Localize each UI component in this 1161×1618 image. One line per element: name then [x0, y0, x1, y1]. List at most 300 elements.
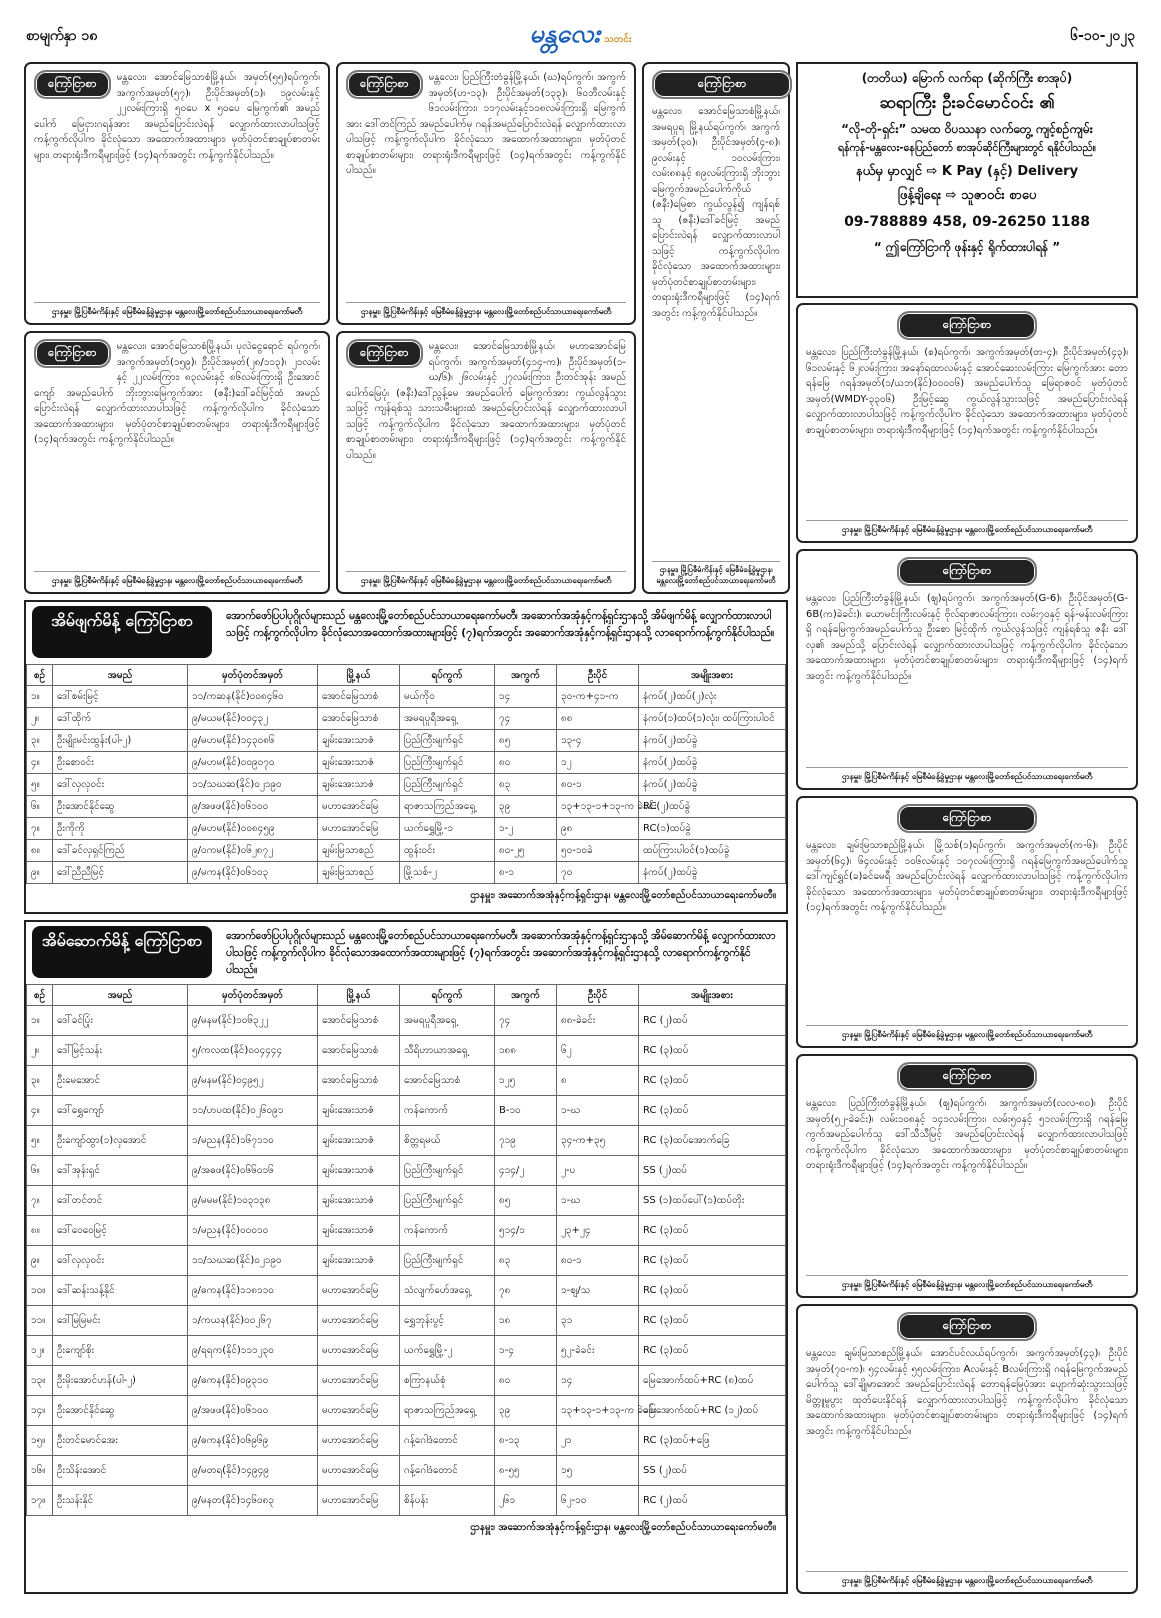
newspaper-logo: မန္တလေး သတင်း [529, 19, 632, 48]
table-cell: ၁၁/သဃဆ(နိုင်)၀၂၁၉၀ [188, 1246, 318, 1276]
table-cell: မဟာအောင်မြေ [318, 1276, 400, 1306]
table-cell: နံကပ်(၂)ထပ်ခွဲ [639, 774, 786, 796]
table-cell: ဒေါ်ဆန်းသန့်နိုင် [53, 1276, 188, 1306]
table-cell: ဦးမျိုးမင်းထွန်း(ပါ-၂) [53, 730, 188, 752]
table-cell: ၁၅။ [27, 1426, 53, 1456]
table-cell: RC (၃)ထပ် [639, 1306, 786, 1336]
table-cell: ပြည်ကြီးမျက်ရှင် [400, 730, 495, 752]
ad-line-book: “လို-တို-ရှင်း” သမထ ဝိပဿနာ လက်တွေ့ ကျင့်စဉ်ကျမ်း [841, 122, 1093, 137]
table-row [27, 1186, 786, 1216]
ad-line-author: ဆရာကြီး ဦးခင်မောင်ဝင်း ၏ [879, 93, 1055, 114]
table-row [27, 1246, 786, 1276]
table-footer: ဌာနမှူး၊ အဆောက်အအုံနှင့်ကန့်ရှင်းဌာန၊ မန္တလေးမြို့တော်စည်ပင်သာယာရေးကော်မတီ။ [470, 890, 776, 901]
table-cell: ၂၃+၂၄ [557, 1216, 639, 1246]
table-cell: ချမ်းအေးသာဇံ [318, 1096, 400, 1126]
table-header-row [27, 985, 786, 1006]
notice-7 [796, 549, 1138, 790]
table-cell: နံကပ်(၂)ထပ်(၂)လုံး [639, 686, 786, 708]
table-cell: ၄၁၄/၂ [495, 1156, 557, 1186]
notice-6 [796, 303, 1138, 543]
table-cell: အောင်မြေသာစံ [400, 1066, 495, 1096]
table-cell: ၉/မဟမ(နိုင်)၀၀၉၀၇၀ [188, 752, 318, 774]
table-cell: RC (၃)ထပ်+ဖြေ [639, 1426, 786, 1456]
table-cell: ပြည်ကြီးမျက်ရှင် [400, 1186, 495, 1216]
table-cell: ၉။ [27, 862, 53, 884]
table-cell: ၁၁/ကဆန(နိုင်)၀၀၈၄၆၀ [188, 686, 318, 708]
notice-footer: ဌာနမှူး၊ မြို့ပြစီမံကိန်းနှင့် မြေစီမံခန့်ခွဲမှုဌာန၊ မန္တလေးမြို့တော်စည်ပင်သာယာရေးကော်မတီ [806, 1025, 1128, 1041]
table-cell: ၈။ [27, 1216, 53, 1246]
table-cell: ၈၀-၁ [557, 1246, 639, 1276]
table-cell: ၅/ကလထ(နိုင်)၀၀၄၄၄၄ [188, 1036, 318, 1066]
table-row [27, 840, 786, 862]
page-number: စာမျက်နှာ ၁၈ [26, 28, 98, 44]
table-cell: ၁၈ [495, 1306, 557, 1336]
table-cell: ၈၃ [495, 1246, 557, 1276]
section-note: အောက်ဖော်ပြပါပုဂ္ဂိုလ်များသည် မန္တလေးမြို့တော်စည်ပင်သာယာရေးကော်မတီ၊ အဆောက်အအုံနှင့်ကန့်ရှင်းဌာနသို့ အိမ်ဖျက်မိန့် လျှောက်ထားလာပါသဖြင့် ကန့်ကွက်လိုပါက ခိုင်လုံသောအထောက်အထားများဖြင့် (၇)ရက်အတွင်း အဆောက်အအုံနှင့်ကန့်ရှင်းဌာနသို့ လာရောက်ကန့်ကွက်နိုင်ပါသည်။ [226, 610, 775, 639]
column-header: မြို့နယ် [318, 665, 400, 686]
table-row [27, 1066, 786, 1096]
notice-tag: ကြော်ငြာစာ [897, 557, 1037, 586]
table-cell: ဒေါ်တင်တင် [53, 1186, 188, 1216]
table-cell: ၂၁ [557, 1426, 639, 1456]
table-cell: ၁၆။ [27, 1456, 53, 1486]
table-header-row [27, 665, 786, 686]
table-row [27, 796, 786, 818]
notice-footer: ဌာနမှူး၊ မြို့ပြစီမံကိန်းနှင့် မြေစီမံခန့်ခွဲမှုဌာန၊ မန္တလေးမြို့တော်စည်ပင်သာယာရေးကော်မတီ [806, 1571, 1128, 1587]
table-cell: ၉/မဟမ(နိုင်)၀၀၈၄၅၉ [188, 818, 318, 840]
table-cell: ဦးကျော်ထွာ(၁)လှအောင် [53, 1126, 188, 1156]
table-cell: ဦးမေအောင် [53, 1066, 188, 1096]
table-cell: ချမ်းအေးသာဇံ [318, 774, 400, 796]
notice-text: မန္တလေး၊ ပြည်ကြီးတံခွန်မြို့နယ်၊ (စ)ရပ်ကွက်၊ အကွက်အမှတ်(တ-၄)၊ ဦးပိုင်အမှတ်(၄၃)၊ ၆၁လမ်းနှင့် ၆၂လမ်းကြား၊ အနော်ရထာလမ်းနှင့် အောင်ဆေးလမ်းကြား မြေကွက်အား တောရန်မြေ ဂရန်အမှတ်(၁/ယဘ(နိုင်)၀၀၀၀၆) အမည်ပေါက်သူ မြေရာဇဝင် မှတ်ပုံတင်အမှတ်(WMDY-၃၃၀၆) ဦးမြင့်ဆွေ ကွယ်လွန်သွားသဖြင့် အမည်ပြောင်းလဲရန် လျှောက်ထားလာပါသဖြင့် ကန့်ကွက်လိုပါက ခိုင်လုံသော အထောက်အထားများ၊ မှတ်ပုံတင်စာချုပ်စာတမ်းများ၊ တရားရုံးဒီကရီများဖြင့် (၁၄)ရက်အတွင်း ကန့်ကွက်နိုင်ပါသည်။ [806, 347, 1128, 436]
table-cell: ဒေါ်လှလှဝင်း [53, 1246, 188, 1276]
column-header: ဦးပိုင် [557, 665, 639, 686]
notice-5 [336, 331, 636, 594]
table-cell: ၈၃ [495, 774, 557, 796]
table-row [27, 730, 786, 752]
table-cell: ၆။ [27, 1156, 53, 1186]
table-row [27, 686, 786, 708]
table-cell: ချမ်းအေးသာဇံ [318, 1246, 400, 1276]
notice-10 [796, 1304, 1138, 1594]
table-cell: ၄။ [27, 1096, 53, 1126]
table-cell: ၃၁ [557, 1306, 639, 1336]
table-body [27, 686, 786, 884]
table-row [27, 1156, 786, 1186]
table-cell: ၉/မနတ(နိုင်)၁၄၆၀၈၃ [188, 1486, 318, 1516]
table-cell: ၇။ [27, 818, 53, 840]
book-advertisement [796, 62, 1138, 298]
table-cell: ၈၈-ခဲခင်း [557, 1006, 639, 1036]
table-cell: ဒေါ်ခင်ပြုံး [53, 1006, 188, 1036]
table-cell: ချမ်းအေးသာဇံ [318, 730, 400, 752]
table-row [27, 1426, 786, 1456]
notice-tag: ကြော်ငြာစာ [897, 1312, 1037, 1341]
table-cell: မြို့သစ်-၂ [400, 862, 495, 884]
table-cell: RC (၃)ထပ် [639, 1216, 786, 1246]
table-cell: ပြည်ကြီးမျက်ရှင် [400, 1246, 495, 1276]
table-cell: မဟာအောင်မြေ [318, 1426, 400, 1456]
table-cell: ၃၀-က+၄၁-က [557, 686, 639, 708]
table-cell: ၆။ [27, 796, 53, 818]
table-cell: ဦးသိန်းအောင် [53, 1456, 188, 1486]
table-body [27, 1006, 786, 1516]
demolition-permit-section [24, 600, 788, 914]
table-cell: RC (၃)ထပ်အောက်ခြေ [639, 1126, 786, 1156]
table-cell: SS (၂)ထပ် [639, 1456, 786, 1486]
column-header: မှတ်ပုံတင်အမှတ် [188, 985, 318, 1006]
table-row [27, 1126, 786, 1156]
table-cell: ဒေါ်မြမြမင်း [53, 1306, 188, 1336]
table-row [27, 774, 786, 796]
table-row [27, 708, 786, 730]
notice-tag: ကြော်ငြာစာ [34, 70, 111, 99]
table-cell: ၁၄ [495, 686, 557, 708]
table-cell: အမရပူရီအရှေ့ [400, 1006, 495, 1036]
notice-footer: ဌာနမှူး၊ မြို့ပြစီမံကိန်းနှင့် မြေစီမံခန့်ခွဲမှုဌာန၊ မန္တလေးမြို့တော်စည်ပင်သာယာရေးကော်မတီ [806, 520, 1128, 536]
ad-phone: 09-788889 458, 09-26250 1188 [844, 213, 1090, 230]
notice-tag: ကြော်ငြာစာ [34, 339, 111, 368]
table-cell: RC (၂)ထပ် [639, 1486, 786, 1516]
table-cell: ၃၄-က+၃၅ [557, 1126, 639, 1156]
table-cell: ၈၀ [495, 1366, 557, 1396]
table-cell: မဟာအောင်မြေ [318, 1366, 400, 1396]
notice-tag: ကြော်ငြာစာ [897, 311, 1037, 340]
table-cell: မဟာအောင်မြေ [318, 1456, 400, 1486]
notice-tag: ကြော်ငြာစာ [346, 339, 423, 368]
table-cell: ဒေါ်ရွှေကျော် [53, 1096, 188, 1126]
table-cell: ဂန့်ဂေါဒံတောင် [400, 1456, 495, 1486]
table-row [27, 1396, 786, 1426]
notice-2 [336, 62, 636, 325]
table-row [27, 1096, 786, 1126]
table-row [27, 1456, 786, 1486]
table-cell: စိန်ပန်း [400, 1486, 495, 1516]
table-cell: ၉/မယမ(နိုင်)၀၀၄၃၂ [188, 708, 318, 730]
table-row [27, 1006, 786, 1036]
table-cell: ဒေါ်အုန်းရှင် [53, 1156, 188, 1186]
notice-text: မန္တလေး၊ ပြည်ကြီးတံခွန်မြို့နယ်၊ (ဃ)ရပ်ကွက်၊ အကွက်အမှတ်(ဟ-၁၃)၊ ဦးပိုင်အမှတ်(၁၃၃)၊ ၆၀ဘီလမ်းနှင့် ၆၁လမ်းကြား၊ ၁၁၇လမ်းနှင့်၁၁၈လမ်းကြားရှိ မြေကွက်အား ဒေါ်တင်ကြည် အမည်ပေါက်မှ ဂရန်အမည်ပြောင်းလဲရန် လျှောက်ထားလာပါသဖြင့် ကန့်ကွက်လိုပါက ခိုင်လုံသော အထောက်အထားများ၊ မှတ်ပုံတင်စာချုပ်စာတမ်းများ၊ တရားရုံးဒီကရီများဖြင့် (၁၄)ရက်အတွင်း ကန့်ကွက်နိုင်ပါသည်။ [346, 72, 626, 176]
table-cell: ကန်ကောက် [400, 1216, 495, 1246]
table-cell: ၇၁၉ [495, 1126, 557, 1156]
table-cell: ၉/မဟမ(နိုင်)၁၄၃၀၈၆ [188, 730, 318, 752]
table-cell: နံကပ်(၁)ထပ်(၁)လုံး၊ ထပ်ကြားပါဝင် [639, 708, 786, 730]
table-cell: ၉/ဓကန(နိုင်)၀၉၃၁၀ [188, 1366, 318, 1396]
notice-tag: ကြော်ငြာစာ [897, 804, 1037, 833]
column-header: အမည် [53, 665, 188, 686]
table-row [27, 1036, 786, 1066]
table-cell: ချမ်းအေးသာဇံ [318, 1186, 400, 1216]
ad-line-distributor: ဖြန့်ချိရေး ⇨ သူဇာဝင်း စာပေ [897, 188, 1037, 204]
table-row [27, 752, 786, 774]
table-cell: ကန်ကောက် [400, 1096, 495, 1126]
ad-line-note: “ ဤကြော်ငြာကို ဖုန်းနှင့် ရိုက်ထားပါရန် ” [873, 240, 1061, 255]
ad-line-edition: (တတိယ) မြောက် လက်ရာ (ဆိုက်ကြီး စာအုပ်) [861, 71, 1073, 85]
notice-tag: ကြော်ငြာစာ [897, 1062, 1037, 1091]
table-row [27, 1486, 786, 1516]
table-cell: RC (၃)ထပ် [639, 1246, 786, 1276]
table-cell: ၉/အဖဖ(နိုင်)၀၆၁၀၀ [188, 1396, 318, 1426]
table-cell: ၈။ [27, 840, 53, 862]
notice-text: မန္တလေး၊ အောင်မြေသာစံမြို့နယ်၊ မဟာအောင်မြေ ရပ်ကွက်၊ အကွက်အမှတ်(၄၁၄-က)၊ ဦးပိုင်အမှတ်(၁-ဃ/၆)၊ ၂၆လမ်းနှင့် ၂၇လမ်းကြား၊ ဦးတင်အုန်း အမည်ပေါက်မြေပုံ၊ (ဇနီး)ဒေါ်ညွန့်မေ အမည်ပေါက် မြေကွက်အား ကွယ်လွန်သွားသဖြင့် ကျန်ရစ်သူ သားသမီးများထံ အမည်ပြောင်းလဲရန် လျှောက်ထားလာပါသဖြင့် ကန့်ကွက်လိုပါက ခိုင်လုံသော အထောက်အထားများ၊ မှတ်ပုံတင်စာချုပ်စာတမ်းများ၊ တရားရုံးဒီကရီများဖြင့် (၁၄)ရက်အတွင်း ကန့်ကွက်နိုင်ပါသည်။ [346, 341, 626, 461]
table-cell: ၁၂၅ [495, 1066, 557, 1096]
table-cell: မဟာအောင်မြေ [318, 1336, 400, 1366]
table-row [27, 1216, 786, 1246]
table-cell: ၁/ကယန(နိုင်)၀၀၂၆၇ [188, 1306, 318, 1336]
table-cell: RC (၂)ထပ် [639, 1006, 786, 1036]
table-cell: ဒေါ်ခင်လှရှင်ကြည် [53, 840, 188, 862]
construction-permit-section [24, 920, 788, 1594]
table-row [27, 1276, 786, 1306]
table-cell: SS (၁)ထပ်ပေါ်(၁)ထပ်တိုး [639, 1186, 786, 1216]
notice-4 [24, 331, 330, 594]
notice-1 [24, 62, 330, 325]
table-cell: ၉/မနမ(နိုင်)၁၀၆၃၂၂ [188, 1006, 318, 1036]
table-cell: ၁။ [27, 1006, 53, 1036]
table-cell: ၅။ [27, 1126, 53, 1156]
table-cell: ၈၀ [495, 752, 557, 774]
table-cell: ၁၇။ [27, 1486, 53, 1516]
table-cell: မဟာအောင်မြေ [318, 1486, 400, 1516]
table-cell: ပြည်ကြီးမျက်ရှင် [400, 774, 495, 796]
notice-tag: ကြော်ငြာစာ [652, 70, 792, 99]
notice-text: မန္တလေး၊ ချမ်းမြသာစည်မြို့နယ်၊ မြို့သစ်(၁)ရပ်ကွက်၊ အကွက်အမှတ်(က-၆)၊ ဦးပိုင်အမှတ်(၆၄)၊ ၆၄လမ်းနှင့် ၁၀၆လမ်းနှင့် ၁၀၇လမ်းကြားရှိ ဂရန်မြေကွက်အမည်ပေါက်သူ ဒေါ်ကျင်ရွှင်(ခ)ခင်မေရီ အမည်ပြောင်းလဲရန် လျှောက်ထားလာပါသဖြင့် ကန့်ကွက်လိုပါက ခိုင်လုံသော အထောက်အထားများ၊ မှတ်ပုံတင်စာချုပ်စာတမ်းများ၊ တရားရုံးဒီကရီများဖြင့် (၁၄)ရက်အတွင်း ကန့်ကွက်နိုင်ပါသည်။ [806, 840, 1128, 913]
table-cell: ၈၈ [557, 708, 639, 730]
demolition-permit-table [26, 664, 786, 884]
table-cell: ယက်ရွှေမြို့-၂ [400, 1336, 495, 1366]
table-cell: ၉/အဖဖ(နိုင်)၀၆၁၀၀ [188, 796, 318, 818]
notice-text: မန္တလေး၊ အောင်မြေသာစံမြို့နယ်၊ အမရပူရ မြို့နယ်ရပ်ကွက်၊ အကွက်အမှတ်(၃၀)၊ ဦးပိုင်အမှတ်(၄-၈)၊ ၉လမ်းနှင့် ၁၀လမ်းကြား၊ လမ်း၈၈နှင့် ၈၉လမ်းကြားရှိ ဘိုးဘွား မြေကွက်အမည်ပေါက်ကိုယ် (ဇနီး)မြေစာ ကွယ်လွန်၍ ကျန်ရစ်သူ (ဇနီး)ဒေါ်ခင်မြင့် အမည်ပြောင်းလဲရန် လျှောက်ထားလာပါသဖြင့် ကန့်ကွက်လိုပါက ခိုင်လုံသော အထောက်အထားများ၊ မှတ်ပုံတင်စာချုပ်စာတမ်းများ၊ တရားရုံးဒီကရီများဖြင့် (၁၄)ရက်အတွင်း ကန့်ကွက်နိုင်ပါသည်။ [652, 106, 780, 319]
construction-permit-table [26, 984, 786, 1516]
table-cell: ၁၄ [557, 1366, 639, 1396]
notice-footer: ဌာနမှူး၊ မြို့ပြစီမံကိန်းနှင့် မြေစီမံခန့်ခွဲမှုဌာန၊ မန္တလေးမြို့တော်စည်ပင်သာယာရေးကော်မတီ [346, 302, 626, 318]
table-cell: ဦးစောဝင်း [53, 752, 188, 774]
table-cell: ဒေါ်ထိုက် [53, 708, 188, 730]
section-note: အောက်ဖော်ပြပါပုဂ္ဂိုလ်များသည် မန္တလေးမြို့တော်စည်ပင်သာယာရေးကော်မတီ၊ အဆောက်အအုံနှင့်ကန့်ရှင်းဌာနသို့ အိမ်ဆောက်မိန့် လျှောက်ထားလာပါသဖြင့် ကန့်ကွက်လိုပါက ခိုင်လုံသောအထောက်အထားများဖြင့် (၇)ရက်အတွင်း အဆောက်အအုံနှင့်ကန့်ရှင်းဌာနသို့ လာရောက်ကန့်ကွက်နိုင်ပါသည်။ [226, 930, 776, 976]
table-cell: ရာဇာသကြည်အရှေ့ [400, 796, 495, 818]
table-cell: ၅၁၄/၁ [495, 1216, 557, 1246]
table-cell: ၇၄ [495, 708, 557, 730]
table-cell: RC(၂)ထပ်ခွဲ [639, 796, 786, 818]
table-cell: အောင်မြေသာစံ [318, 1066, 400, 1096]
table-cell: ပြည်ကြီးမျက်ရှင် [400, 1156, 495, 1186]
column-header: အမျိုးအစား [639, 985, 786, 1006]
table-cell: ၈၅ [495, 1186, 557, 1216]
table-cell: ချမ်းမြသာစည် [318, 840, 400, 862]
table-cell: ၉/မကန(နိုင်)၀၆၁၀၃ [188, 862, 318, 884]
table-cell: ဦးမိုးအောင်ဟန်(ပါ-၂) [53, 1366, 188, 1396]
column-header: အကွက် [495, 665, 557, 686]
notice-footer: ဌာနမှူး၊ မြို့ပြစီမံကိန်းနှင့် မြေစီမံခန့်ခွဲမှုဌာန၊ မန္တလေးမြို့တော်စည်ပင်သာယာရေးကော်မတီ [652, 561, 780, 587]
notice-footer: ဌာနမှူး၊ မြို့ပြစီမံကိန်းနှင့် မြေစီမံခန့်ခွဲမှုဌာန၊ မန္တလေးမြို့တော်စည်ပင်သာယာရေးကော်မတီ [806, 767, 1128, 783]
table-row [27, 1336, 786, 1366]
table-row [27, 1366, 786, 1396]
table-cell: ၁၃+၁၃-၁+၁၃-က ခဲခင်း [557, 1396, 639, 1426]
table-cell: ချမ်းအေးသာဇံ [318, 1156, 400, 1186]
table-cell: ဂန့်ဂေါဒံတောင် [400, 1426, 495, 1456]
table-cell: RC (၃)ထပ် [639, 1096, 786, 1126]
column-header: ဦးပိုင် [557, 985, 639, 1006]
table-cell: ၁-ဃ [557, 1096, 639, 1126]
table-cell: ၈၀-၁ [557, 774, 639, 796]
table-cell: ၃။ [27, 1066, 53, 1096]
table-cell: ၁/မညန(နိုင်)၀၀၀၁၀ [188, 1216, 318, 1246]
notice-text: မန္တလေး၊ ချမ်းမြသာစည်မြို့နယ်၊ အောင်ပင်လယ်ရပ်ကွက်၊ အကွက်အမှတ်(၄၃)၊ ဦးပိုင်အမှတ်(၇၀-က)၊ ၅၄လမ်းနှင့် ၅၅လမ်းကြား၊ Aလမ်းနှင့် Bလမ်းကြားရှိ ဂရန်မြေကွက်အမည်ပေါက်သူ ဒေါ်ချိုမာအောင် အမည်ပြောင်းလဲရန် တောရန်မြေပုံအား ပျောက်ဆုံးသွားသဖြင့် မိတ္တူမူပွား ထုတ်ပေးနိုင်ရန် လျှောက်ထားလာပါသဖြင့် ကန့်ကွက်လိုပါက ခိုင်လုံသော အထောက်အထားများ၊ မှတ်ပုံတင်စာချုပ်စာတမ်းများ၊ တရားရုံးဒီကရီများဖြင့် (၁၄)ရက်အတွင်း ကန့်ကွက်နိုင်ပါသည်။ [806, 1348, 1128, 1437]
table-cell: ၂။ [27, 708, 53, 730]
table-cell: ၉/မတရ(နိုင်)၁၄၉၄၉ [188, 1456, 318, 1486]
table-cell: ၉/ဓကန(နိုင်)၁၁၈၁၁၀ [188, 1276, 318, 1306]
column-header: ရပ်ကွက် [400, 665, 495, 686]
table-cell: နံကပ်(၂)ထပ်ခွဲ [639, 752, 786, 774]
table-cell: ၈-၅၅ [495, 1456, 557, 1486]
table-cell: ၂-ပ [557, 1156, 639, 1186]
table-cell: ချမ်းမြသာစည် [318, 862, 400, 884]
table-cell: ၆၂-၁၀ [557, 1486, 639, 1516]
table-row [27, 1306, 786, 1336]
table-cell: ၁-ဈ/သ [557, 1276, 639, 1306]
table-cell: ၁။ [27, 686, 53, 708]
table-cell: ၅၂-ခဲခင်း [557, 1336, 639, 1366]
table-cell: မဟာအောင်မြေ [318, 1396, 400, 1426]
notice-text: မန္တလေး၊ အောင်မြေသာစံမြို့နယ်၊ အမှတ်(၅၅)ရပ်ကွက်၊ အကွက်အမှတ်(၅၇)၊ ဦးပိုင်အမှတ်(၁)၊ ၁၉လမ်းနှင့် ၂၂လမ်းကြားရှိ ၅၀ပေ x ၅၀ပေ မြေကွက်၏ အမည်ပေါက် မြေငှားဂရန်အား အမည်ပြောင်းလဲရန် လျှောက်ထားလာပါသဖြင့် ကန့်ကွက်လိုပါက ခိုင်လုံသော အထောက်အထားများ၊ မှတ်ပုံတင်စာချုပ်စာတမ်းများ၊ တရားရုံးဒီကရီများဖြင့် (၁၄)ရက်အတွင်း ကန့်ကွက်နိုင်ပါသည်။ [34, 72, 320, 161]
table-cell: ၃၉ [495, 796, 557, 818]
table-cell: မဟာအောင်မြေ [318, 796, 400, 818]
table-cell: ၉/မနမ(နိုင်)၀၄၉၅၂ [188, 1066, 318, 1096]
table-cell: ၁၂။ [27, 1336, 53, 1366]
table-cell: ၉/အဓဖ(နိုင်)၀၆၆၀၁၆ [188, 1156, 318, 1186]
page-header [26, 18, 1135, 56]
table-cell: မြေအောက်ထပ်+RC (၁၂)ထပ် [639, 1396, 786, 1426]
section-title: အိမ်ဖျက်မိန့် ကြော်ငြာစာ [32, 606, 212, 658]
table-cell: ၅။ [27, 774, 53, 796]
table-cell: ၈ [557, 1066, 639, 1096]
table-cell: ၃၉ [495, 1396, 557, 1426]
column-header: အမျိုးအစား [639, 665, 786, 686]
table-cell: ၁၀။ [27, 1276, 53, 1306]
table-row [27, 862, 786, 884]
table-cell: ရာဇာသကြည်အရှေ့ [400, 1396, 495, 1426]
table-cell: ၈၅ [495, 730, 557, 752]
table-cell: ဒေါ်မြင့်သန်း [53, 1036, 188, 1066]
column-header: မြို့နယ် [318, 985, 400, 1006]
table-cell: ၇၈ [495, 1276, 557, 1306]
table-cell: ဒေါ်ညီညီမြင့် [53, 862, 188, 884]
table-cell: အမရပူရီအရှေ့ [400, 708, 495, 730]
table-cell: သံလျက်ပော်အရှေ့ [400, 1276, 495, 1306]
table-row [27, 818, 786, 840]
table-cell: အောင်မြေသာစံ [318, 686, 400, 708]
table-cell: ထပ်ကြားပါဝင်(၁)ထပ်ခွဲ [639, 840, 786, 862]
table-cell: မဟာအောင်မြေ [318, 1306, 400, 1336]
notice-text: မန္တလေး၊ အောင်မြေသာစံမြို့နယ်၊ ပုလဲငွေရောင် ရပ်ကွက်၊ အကွက်အမှတ်(၁၅၉)၊ ဦးပိုင်အမှတ်(၂၈/၁၁၃)၊ ၂၁လမ်းနှင့် ၂၂လမ်းကြား၊ ၈၃လမ်းနှင့် ၈၆လမ်းကြားရှိ ဦးအောင်ကျော် အမည်ပေါက် ဘိုးဘွားမြေကွက်အား (ဇနီး)ဒေါ်ခင်မြင့်ထံ အမည်ပြောင်းလဲရန် လျှောက်ထားလာပါသဖြင့် ကန့်ကွက်လိုပါက ခိုင်လုံသော အထောက်အထားများ၊ မှတ်ပုံတင်စာချုပ်စာတမ်းများ၊ တရားရုံးဒီကရီများဖြင့် (၁၄)ရက်အတွင်း ကန့်ကွက်နိုင်ပါသည်။ [34, 341, 320, 445]
table-cell: ၉/မမမ(နိုင်)၁၀၃၁၃၈ [188, 1186, 318, 1216]
table-cell: ဒေါ်စမ်းမြင့် [53, 686, 188, 708]
table-cell: ၁၃။ [27, 1366, 53, 1396]
notice-footer: ဌာနမှူး၊ မြို့ပြစီမံကိန်းနှင့် မြေစီမံခန့်ခွဲမှုဌာန၊ မန္တလေးမြို့တော်စည်ပင်သာယာရေးကော်မတီ [346, 571, 626, 587]
table-cell: မဟာအောင်မြေ [318, 818, 400, 840]
table-cell: အောင်မြေသာစံ [318, 1036, 400, 1066]
table-cell: RC (၃)ထပ် [639, 1336, 786, 1366]
table-cell: ၉/ရရက(နိုင်)၁၁၁၂၃၀ [188, 1336, 318, 1366]
table-cell: RC (၃)ထပ် [639, 1276, 786, 1306]
table-cell: အောင်မြေသာစံ [318, 708, 400, 730]
section-title: အိမ်ဆောက်မိန့် ကြော်ငြာစာ [32, 926, 212, 978]
table-cell: ၁၃-၄ [557, 730, 639, 752]
table-cell: ၆၂ [557, 1036, 639, 1066]
table-cell: ၄။ [27, 752, 53, 774]
notice-text: မန္တလေး၊ ပြည်ကြီးတံခွန်မြို့နယ်၊ (ဈ)ရပ်ကွက်၊ အကွက်အမှတ်(G-6)၊ ဦးပိုင်အမှတ်(G-6B(က)ခဲခင်း)၊ ယောမင်းကြီးလမ်းနှင့် ဗိုလ်ရာဇာလမ်းကြား၊ လမ်း၇၀နှင့် ရန်-မန်းလမ်းကြားရှိ ဂရန်မြေကွက်အမည်ပေါက်သူ ဦးစော မြင့်ထိုက် ကွယ်လွန်သဖြင့် ကျန်ရစ်သူ ဇနီး ဒေါ်လှ၏ အမည်သို့ ပြောင်းလဲရန် လျှောက်ထားလာပါသဖြင့် ကန့်ကွက်လိုပါက ခိုင်လုံသော အထောက်အထားများ၊ မှတ်ပုံတင်စာချုပ်စာတမ်းများ၊ တရားရုံးဒီကရီများဖြင့် (၁၄)ရက်အတွင်း ကန့်ကွက်နိုင်ပါသည်။ [806, 593, 1128, 682]
table-cell: ဦးအောင်နိုင်ဆွေ [53, 796, 188, 818]
table-cell: ၈-၁၃ [495, 1426, 557, 1456]
table-cell: RC (၃)ထပ် [639, 1066, 786, 1096]
table-cell: B-၁၀ [495, 1096, 557, 1126]
column-header: စဉ် [27, 665, 53, 686]
table-cell: သီရိဟာယာအရှေ့ [400, 1036, 495, 1066]
table-cell: ၉၈ [557, 818, 639, 840]
column-header: ရပ်ကွက် [400, 985, 495, 1006]
table-cell: RC (၃)ထပ် [639, 1036, 786, 1066]
table-cell: RC(၁)ထပ်ခွဲ [639, 818, 786, 840]
table-cell: မယ်ကိုဝ [400, 686, 495, 708]
table-cell: ရွှေဘုန်းပွင့် [400, 1306, 495, 1336]
notice-tag: ကြော်ငြာစာ [346, 70, 423, 99]
table-cell: အောင်မြေသာစံ [318, 1006, 400, 1036]
table-cell: ၈-၁ [495, 862, 557, 884]
table-cell: ဦးကိုကို [53, 818, 188, 840]
table-cell: ဦးကျော်စိုး [53, 1336, 188, 1366]
table-cell: SS (၂)ထပ် [639, 1156, 786, 1186]
table-cell: ၂။ [27, 1036, 53, 1066]
table-cell: ဦးတင်မောင်အေး [53, 1426, 188, 1456]
table-cell: ၇၄ [495, 1006, 557, 1036]
table-cell: ၅၀-၁၀ခဲ [557, 840, 639, 862]
table-cell: ၉။ [27, 1246, 53, 1276]
table-cell: ၂၆၁ [495, 1486, 557, 1516]
table-footer: ဌာနမှူး၊ အဆောက်အအုံနှင့်ကန့်ရှင်းဌာန၊ မန္တလေးမြို့တော်စည်ပင်သာယာရေးကော်မတီ။ [470, 1522, 776, 1533]
table-cell: ၁၈၈ [495, 1036, 557, 1066]
table-cell: ၁၁/ဟပထ(နိုင်)၀၂၆၀၉၁ [188, 1096, 318, 1126]
notice-8 [796, 796, 1138, 1048]
table-cell: ဦးသန်းနိုင် [53, 1486, 188, 1516]
table-cell: ထွန်းဝင်း [400, 840, 495, 862]
table-cell: ၁၂ [557, 752, 639, 774]
table-cell: ၉/ဝကမ(နိုင်)၀၆၂၈၇၂ [188, 840, 318, 862]
table-cell: နံကပ်(၂)ထပ်ခွဲ [639, 730, 786, 752]
table-cell: ၇။ [27, 1186, 53, 1216]
table-cell: ၁၅ [557, 1456, 639, 1486]
table-cell: ၁-ဃ [557, 1186, 639, 1216]
table-cell: စိတ္တရမယ် [400, 1126, 495, 1156]
table-cell: ၁၁။ [27, 1306, 53, 1336]
table-cell: ချမ်းအေးသာဇံ [318, 1126, 400, 1156]
column-header: မှတ်ပုံတင်အမှတ် [188, 665, 318, 686]
table-cell: နံကပ်(၂)ထပ်ခွဲ [639, 862, 786, 884]
table-cell: မြေအောက်ထပ်+RC (၈)ထပ် [639, 1366, 786, 1396]
table-cell: ၁၄။ [27, 1396, 53, 1426]
notice-footer: ဌာနမှူး၊ မြို့ပြစီမံကိန်းနှင့် မြေစီမံခန့်ခွဲမှုဌာန၊ မန္တလေးမြို့တော်စည်ပင်သာယာရေးကော်မတီ [34, 302, 320, 318]
table-cell: ၉/ဓကန(နိုင်)၀၆၉၆၉ [188, 1426, 318, 1456]
table-cell: ဒေါ်လှလှဝင်း [53, 774, 188, 796]
issue-date: ၆-၁၀-၂၀၂၃ [1070, 28, 1135, 44]
ad-line-order: နယ်မှ မှာလျှင် ⇨ K Pay (နှင့်) Delivery [855, 164, 1079, 180]
notice-footer: ဌာနမှူး၊ မြို့ပြစီမံကိန်းနှင့် မြေစီမံခန့်ခွဲမှုဌာန၊ မန္တလေးမြို့တော်စည်ပင်သာယာရေးကော်မတီ [34, 571, 320, 587]
notice-text: မန္တလေး၊ ပြည်ကြီးတံခွန်မြို့နယ်၊ (ဈ)ရပ်ကွက်၊ အကွက်အမှတ်(လလ-၈၀)၊ ဦးပိုင်အမှတ်(၅၂-ခဲခင်း)၊ လမ်း၁၀၈နှင့် ၁၄၁လမ်းကြား၊ လမ်း၅၀နှင့် ၅၁လမ်းကြားရှိ ဂရန်မြေကွက်အမည်ပေါက်သူ ဒေါ်သီသီမြင့် အမည်ပြောင်းလဲရန် လျှောက်ထားလာပါသဖြင့် ကန့်ကွက်လိုပါက ခိုင်လုံသော အထောက်အထားများ၊ မှတ်ပုံတင်စာချုပ်စာတမ်းများ၊ တရားရုံးဒီကရီများဖြင့် (၁၄)ရက်အတွင်း ကန့်ကွက်နိုင်ပါသည်။ [806, 1098, 1128, 1171]
table-cell: ၈၀-၂၅ [495, 840, 557, 862]
notice-footer: ဌာနမှူး၊ မြို့ပြစီမံကိန်းနှင့် မြေစီမံခန့်ခွဲမှုဌာန၊ မန္တလေးမြို့တော်စည်ပင်သာယာရေးကော်မတီ [806, 1275, 1128, 1291]
table-cell: ဦးအောင်နိုင်ဆွေ [53, 1396, 188, 1426]
table-cell: ပြည်ကြီးမျက်ရှင် [400, 752, 495, 774]
table-cell: ၁-၄ [495, 1336, 557, 1366]
